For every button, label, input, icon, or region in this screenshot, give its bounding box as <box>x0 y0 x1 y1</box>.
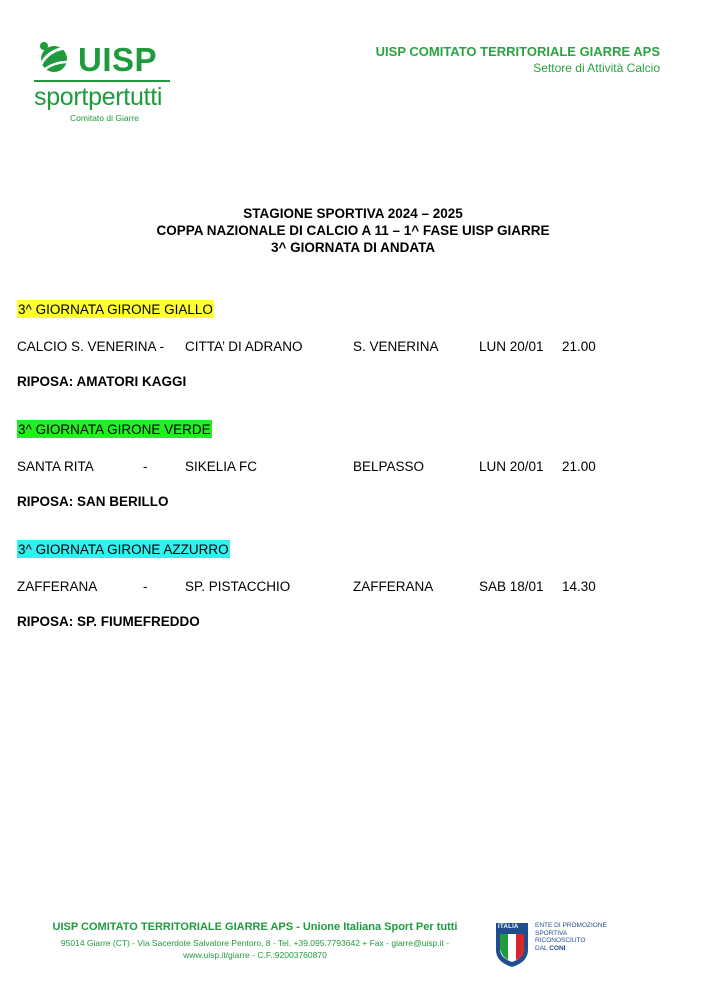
match-time: 21.00 <box>562 339 596 354</box>
match-date: SAB 18/01 <box>479 579 544 594</box>
girone-section-verde <box>17 420 677 540</box>
match-date: LUN 20/01 <box>479 459 544 474</box>
away-team: SIKELIA FC <box>185 459 258 474</box>
logo-brand: UISP <box>78 41 158 78</box>
match-venue: ZAFFERANA <box>353 579 434 594</box>
competition-title: COPPA NAZIONALE DI CALCIO A 11 – 1^ FASE UISP GIARRE <box>156 223 550 238</box>
match-row <box>17 337 677 357</box>
away-team: SP. PISTACCHIO <box>185 579 291 594</box>
home-team: ZAFFERANA <box>17 579 98 594</box>
match-time: 21.00 <box>562 459 596 474</box>
coni-prefix: DAL <box>535 944 550 952</box>
coni-line: SPORTIVA <box>535 929 568 937</box>
match-separator: - <box>143 579 148 594</box>
logo-tagline: sportpertutti <box>34 83 163 111</box>
coni-line <box>535 945 607 953</box>
match-time: 14.30 <box>562 579 596 594</box>
match-date: LUN 20/01 <box>479 339 544 354</box>
coni-label: ITALIA <box>498 924 519 930</box>
girone-title: 3^ GIORNATA GIRONE VERDE <box>18 422 211 437</box>
letterhead-org: UISP COMITATO TERRITORIALE GIARRE APS <box>375 44 660 59</box>
fixtures <box>17 300 677 660</box>
riposa-team: RIPOSA: SAN BERILLO <box>17 494 169 509</box>
coni-text <box>535 922 607 952</box>
round-title: 3^ GIORNATA DI ANDATA <box>270 240 436 255</box>
riposa-team: RIPOSA: AMATORI KAGGI <box>17 374 187 389</box>
coni-name: CONI <box>549 944 566 952</box>
letterhead <box>376 44 660 76</box>
uisp-runner-icon <box>32 40 74 78</box>
away-team: CITTA’ DI ADRANO <box>185 339 303 354</box>
logo-divider <box>34 80 170 82</box>
footer-address: 95014 Giarre (CT) - Via Sacerdote Salvatore Pentoro, 8 - Tel. +39.095.7793642 + Fax - giarre@uisp.it - www.uisp.it/giarre - C.F.:92003760870 <box>60 938 450 960</box>
match-row <box>17 577 677 597</box>
footer <box>30 920 480 961</box>
uisp-logo <box>32 40 172 125</box>
match-separator: - <box>143 459 148 474</box>
match-row <box>17 457 677 477</box>
girone-title: 3^ GIORNATA GIRONE GIALLO <box>18 302 213 317</box>
letterhead-sector: Settore di Attività Calcio <box>533 61 660 75</box>
girone-title: 3^ GIORNATA GIRONE AZZURRO <box>18 542 229 557</box>
riposa-team: RIPOSA: SP. FIUMEFREDDO <box>17 614 200 629</box>
home-team: CALCIO S. VENERINA - <box>17 339 165 354</box>
logo-subtitle: Comitato di Giarre <box>70 113 139 123</box>
document-title <box>0 205 706 256</box>
season-title: STAGIONE SPORTIVA 2024 – 2025 <box>243 206 463 221</box>
footer-org: UISP COMITATO TERRITORIALE GIARRE APS - Unione Italiana Sport Per tutti <box>52 921 458 933</box>
match-venue: S. VENERINA <box>353 339 439 354</box>
home-team: SANTA RITA <box>17 459 94 474</box>
coni-line: RICONOSCIUTO <box>535 937 586 944</box>
match-venue: BELPASSO <box>353 459 425 474</box>
coni-badge <box>495 920 615 970</box>
girone-section-azzurro <box>17 540 677 660</box>
girone-section-giallo <box>17 300 677 420</box>
coni-line: ENTE DI PROMOZIONE <box>535 922 607 929</box>
